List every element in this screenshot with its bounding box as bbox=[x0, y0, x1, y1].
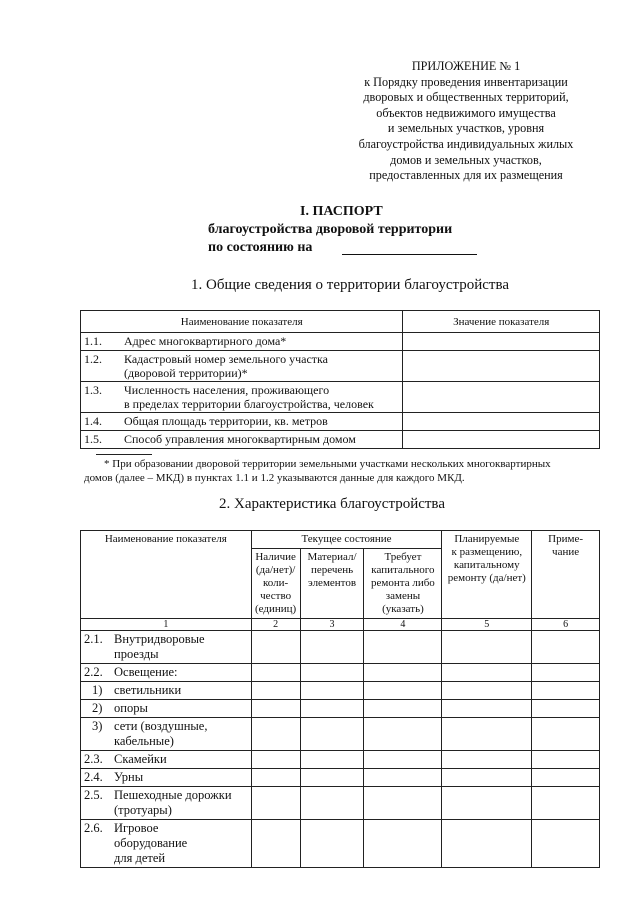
column-number: 5 bbox=[442, 619, 532, 631]
footnote bbox=[84, 457, 604, 485]
col-header-availability: Наличие (да/нет)/ коли- чество (единиц) bbox=[251, 549, 300, 619]
appendix-line: к Порядку проведения инвентаризации bbox=[364, 74, 568, 89]
value-cell[interactable] bbox=[300, 751, 364, 769]
value-cell[interactable] bbox=[403, 431, 600, 449]
value-cell[interactable] bbox=[364, 682, 442, 700]
value-cell[interactable] bbox=[532, 769, 600, 787]
value-cell[interactable] bbox=[251, 664, 300, 682]
value-cell[interactable] bbox=[300, 700, 364, 718]
row-number: 3) bbox=[92, 719, 103, 733]
passport-date-label: по состоянию на bbox=[208, 240, 313, 255]
value-cell[interactable] bbox=[442, 718, 532, 751]
table-row bbox=[81, 682, 600, 700]
row-label-cont: в пределах территории благоустройства, человек bbox=[124, 397, 374, 411]
value-cell[interactable] bbox=[364, 664, 442, 682]
row-number: 1.2. bbox=[84, 352, 102, 366]
value-cell[interactable] bbox=[532, 787, 600, 820]
date-blank-line bbox=[342, 254, 477, 255]
value-cell[interactable] bbox=[300, 787, 364, 820]
table-row bbox=[81, 631, 600, 664]
appendix-line: благоустройства индивидуальных жилых bbox=[358, 136, 574, 151]
row-label-cont: (тротуары) bbox=[114, 803, 172, 817]
table-row bbox=[81, 787, 600, 820]
value-cell[interactable] bbox=[364, 631, 442, 664]
value-cell[interactable] bbox=[532, 700, 600, 718]
value-cell[interactable] bbox=[532, 682, 600, 700]
row-label: сети (воздушные, bbox=[114, 719, 208, 733]
section1-title: 1. Общие сведения о территории благоустройства bbox=[191, 277, 509, 293]
row-number: 1.1. bbox=[84, 334, 102, 348]
value-cell[interactable] bbox=[251, 682, 300, 700]
row-label-cont: (дворовой территории)* bbox=[124, 366, 248, 380]
row-number: 1.4. bbox=[84, 414, 102, 428]
value-cell[interactable] bbox=[300, 718, 364, 751]
value-cell[interactable] bbox=[251, 787, 300, 820]
row-label: Игровое bbox=[114, 821, 159, 835]
row-label: Общая площадь территории, кв. метров bbox=[124, 414, 328, 428]
value-cell[interactable] bbox=[403, 382, 600, 413]
value-cell[interactable] bbox=[532, 718, 600, 751]
value-cell[interactable] bbox=[532, 664, 600, 682]
col-header-name: Наименование показателя bbox=[81, 311, 403, 333]
section2-title: 2. Характеристика благоустройства bbox=[219, 496, 445, 512]
table-row bbox=[81, 820, 600, 868]
value-cell[interactable] bbox=[442, 820, 532, 868]
table-row bbox=[81, 769, 600, 787]
row-label-cont: кабельные) bbox=[114, 734, 174, 748]
row-number: 2.5. bbox=[84, 788, 103, 802]
value-cell[interactable] bbox=[532, 751, 600, 769]
row-label: Кадастровый номер земельного участка bbox=[124, 352, 328, 366]
value-cell[interactable] bbox=[364, 787, 442, 820]
table-row bbox=[81, 700, 600, 718]
passport-subtitle: благоустройства дворовой территории bbox=[208, 222, 453, 237]
row-label: Урны bbox=[114, 770, 144, 784]
appendix-line: и земельных участков, уровня bbox=[387, 121, 545, 136]
value-cell[interactable] bbox=[364, 700, 442, 718]
footnote-divider bbox=[96, 454, 152, 455]
value-cell[interactable] bbox=[251, 769, 300, 787]
row-number: 1.3. bbox=[84, 383, 102, 397]
column-number: 2 bbox=[251, 619, 300, 631]
table-row bbox=[81, 382, 600, 413]
table-row bbox=[81, 431, 600, 449]
table-row bbox=[81, 718, 600, 751]
value-cell[interactable] bbox=[442, 769, 532, 787]
col-header-note: Приме- чание bbox=[532, 531, 600, 619]
row-label: Численность населения, проживающего bbox=[124, 383, 330, 397]
appendix-line: объектов недвижимого имущества bbox=[376, 105, 556, 120]
row-label-cont: проезды bbox=[114, 647, 159, 661]
row-label: Освещение: bbox=[114, 665, 178, 679]
value-cell[interactable] bbox=[251, 820, 300, 868]
row-number: 2.3. bbox=[84, 752, 103, 766]
row-label: Адрес многоквартирного дома* bbox=[124, 334, 287, 348]
value-cell[interactable] bbox=[300, 664, 364, 682]
column-number-row bbox=[81, 619, 600, 631]
row-label: светильники bbox=[114, 683, 182, 697]
column-number: 1 bbox=[81, 619, 252, 631]
value-cell[interactable] bbox=[364, 769, 442, 787]
col-header-name: Наименование показателя bbox=[81, 531, 252, 619]
value-cell[interactable] bbox=[300, 820, 364, 868]
row-label: опоры bbox=[114, 701, 148, 715]
row-number: 2) bbox=[92, 701, 103, 715]
row-number: 2.4. bbox=[84, 770, 103, 784]
value-cell[interactable] bbox=[403, 351, 600, 382]
row-number: 2.6. bbox=[84, 821, 103, 835]
col-header-current: Текущее состояние bbox=[251, 531, 442, 549]
table-row bbox=[81, 333, 600, 351]
row-label: Способ управления многоквартирным домом bbox=[124, 432, 356, 446]
value-cell[interactable] bbox=[364, 751, 442, 769]
value-cell[interactable] bbox=[251, 751, 300, 769]
footnote-line1: * При образовании дворовой территории земельными участками нескольких многоквартирных bbox=[104, 458, 551, 470]
value-cell[interactable] bbox=[442, 631, 532, 664]
general-info-table bbox=[80, 310, 600, 449]
value-cell[interactable] bbox=[251, 700, 300, 718]
appendix-line: предоставленных для их размещения bbox=[369, 168, 563, 183]
value-cell[interactable] bbox=[251, 718, 300, 751]
value-cell[interactable] bbox=[442, 751, 532, 769]
row-number: 1.5. bbox=[84, 432, 102, 446]
appendix-header bbox=[330, 59, 602, 184]
appendix-line: дворовых и общественных территорий, bbox=[363, 90, 569, 105]
column-number: 3 bbox=[300, 619, 364, 631]
row-label-cont: для детей bbox=[114, 851, 166, 865]
row-number: 2.2. bbox=[84, 665, 103, 679]
value-cell[interactable] bbox=[532, 631, 600, 664]
table-row bbox=[81, 351, 600, 382]
value-cell[interactable] bbox=[403, 333, 600, 351]
column-number: 6 bbox=[532, 619, 600, 631]
row-number: 1) bbox=[92, 683, 103, 697]
row-label: Пешеходные дорожки bbox=[114, 788, 232, 802]
table-row bbox=[81, 751, 600, 769]
col-header-repair: Требует капитального ремонта либо замены (указать) bbox=[364, 549, 442, 619]
appendix-line: домов и земельных участков, bbox=[390, 152, 542, 167]
value-cell[interactable] bbox=[442, 700, 532, 718]
characteristics-table bbox=[80, 530, 600, 868]
value-cell[interactable] bbox=[364, 718, 442, 751]
row-label: Скамейки bbox=[114, 752, 167, 766]
value-cell[interactable] bbox=[442, 787, 532, 820]
footnote-line2: домов (далее – МКД) в пунктах 1.1 и 1.2 указываются данные для каждого МКД. bbox=[84, 472, 465, 484]
column-number: 4 bbox=[364, 619, 442, 631]
value-cell[interactable] bbox=[403, 413, 600, 431]
col-header-material: Материал/ перечень элементов bbox=[300, 549, 364, 619]
value-cell[interactable] bbox=[532, 820, 600, 868]
appendix-line: ПРИЛОЖЕНИЕ № 1 bbox=[411, 59, 521, 73]
value-cell[interactable] bbox=[442, 664, 532, 682]
passport-title: I. ПАСПОРТ bbox=[300, 204, 383, 219]
value-cell[interactable] bbox=[442, 682, 532, 700]
col-header-value: Значение показателя bbox=[403, 311, 600, 333]
value-cell[interactable] bbox=[300, 631, 364, 664]
value-cell[interactable] bbox=[251, 631, 300, 664]
row-label-cont: оборудование bbox=[114, 836, 188, 850]
value-cell[interactable] bbox=[300, 682, 364, 700]
value-cell[interactable] bbox=[364, 820, 442, 868]
table-row bbox=[81, 664, 600, 682]
value-cell[interactable] bbox=[300, 769, 364, 787]
col-header-planned: Планируемые к размещению, капитальному ремонту (да/нет) bbox=[442, 531, 532, 619]
table-row bbox=[81, 413, 600, 431]
row-label: Внутридворовые bbox=[114, 632, 205, 646]
row-number: 2.1. bbox=[84, 632, 103, 646]
